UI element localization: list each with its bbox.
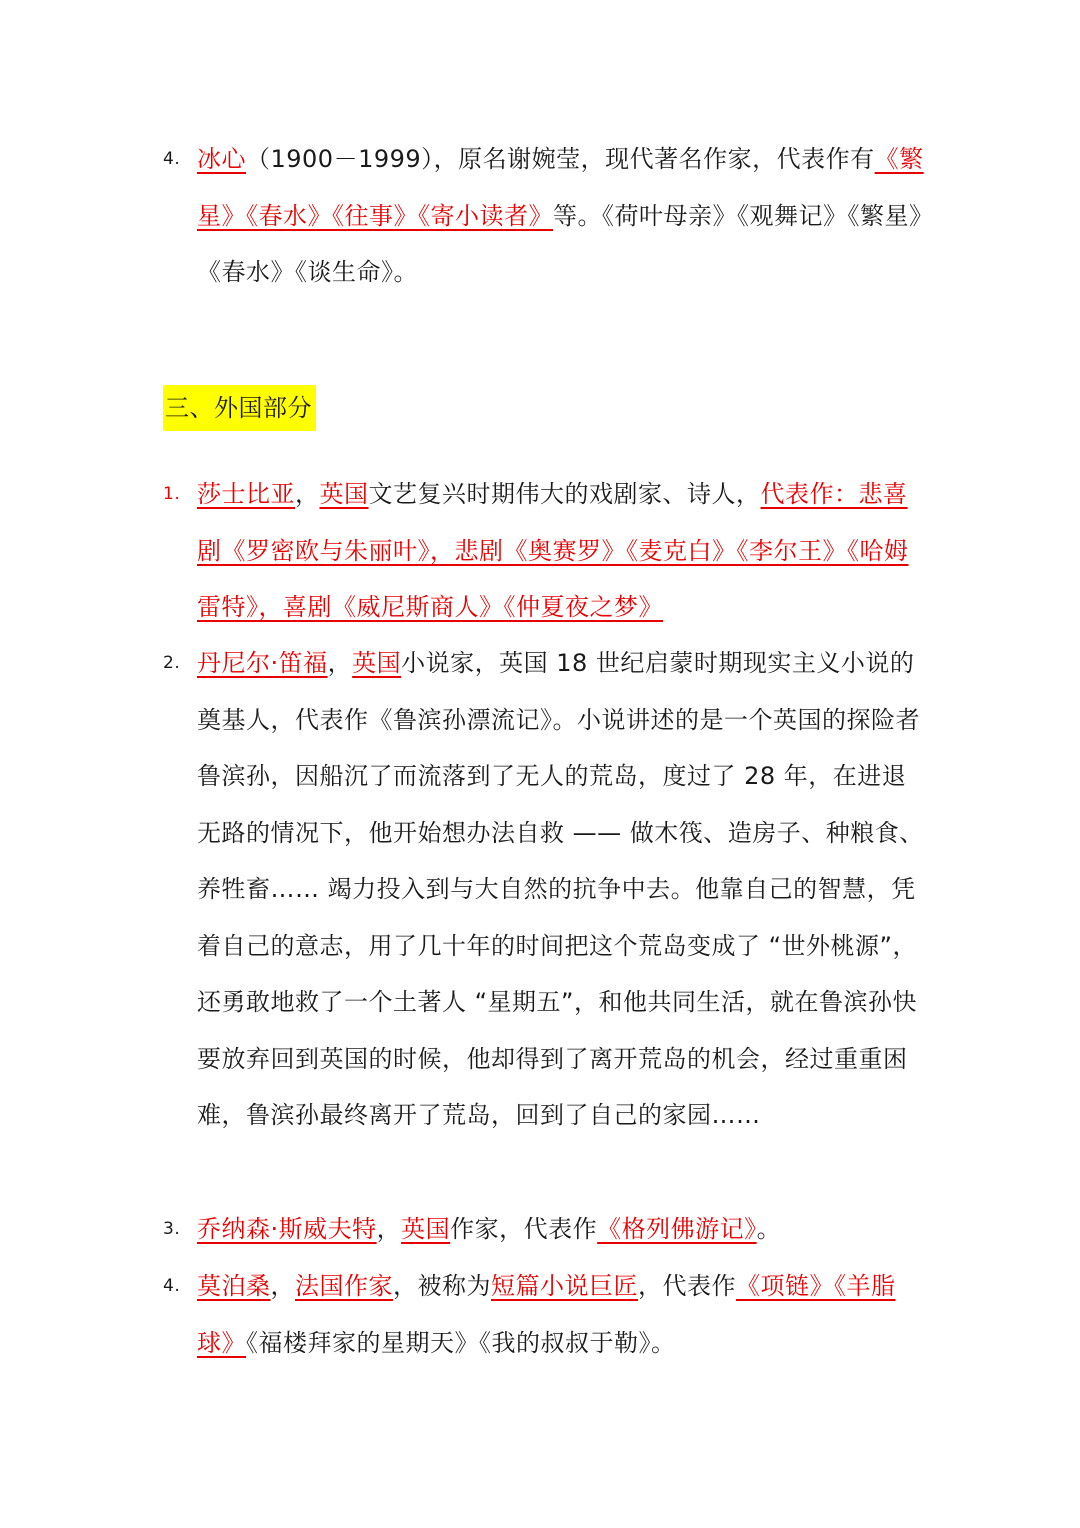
author-name: 丹尼尔·笛福: [197, 649, 328, 677]
foreign-item-3: [163, 1201, 927, 1258]
representative-works: 《繁星》《春水》《往事》《寄小读者》: [197, 145, 924, 230]
author-description: 文艺复兴时期伟大的戏剧家、诗人，: [368, 480, 761, 508]
works-intro: ，代表作: [638, 1272, 736, 1300]
list-number: 4.: [163, 149, 181, 169]
list-number: 1.: [163, 484, 181, 504]
foreign-item-2: [163, 635, 927, 1144]
author-name: 莎士比亚: [197, 480, 295, 508]
sentence-end: 。: [756, 1215, 782, 1243]
representative-works: 《格列佛游记》: [597, 1215, 757, 1243]
list-number: 2.: [163, 653, 181, 673]
separator: ，: [376, 1215, 402, 1243]
author-description: 小说家，英国 18 世纪启蒙时期现实主义小说的奠基人，代表作《鲁滨孙漂流记》。小说讲述的是一个英国的探险者鲁滨孙，因船沉了而流落到了无人的荒岛，度过了 28 年，在进退无路的情况下，他开始想办法自救 —— 做木筏、造房子、种粮食、养牲畜…… 竭力投入到与大自然的抗争中去。他靠自己的智慧，凭着自己的意志，用了几十年的时间把这个荒岛变成了 “世外桃源”，还勇敢地救了一个土著人 “星期五”，和他共同生活，就在鲁滨孙快要放弃回到英国的时候，他却得到了离开荒岛的机会，经过重重困难，鲁滨孙最终离开了荒岛，回到了自己的家园……: [197, 649, 924, 1129]
author-description: （1900－1999），原名谢婉莹，现代著名作家，代表作有: [246, 145, 875, 173]
author-title: 短篇小说巨匠: [491, 1272, 638, 1300]
author-description: ，被称为: [393, 1272, 491, 1300]
representative-works: 代表作：悲喜剧《罗密欧与朱丽叶》，悲剧《奥赛罗》《麦克白》《李尔王》《哈姆雷特》，喜剧《威尼斯商人》《仲夏夜之梦》: [197, 480, 909, 621]
list-number: 4.: [163, 1276, 181, 1296]
author-country: 英国: [401, 1215, 451, 1243]
list-number: 3.: [163, 1219, 181, 1239]
author-country: 英国: [352, 649, 402, 677]
author-name: 乔纳森·斯威夫特: [197, 1215, 377, 1243]
separator: ，: [270, 1272, 295, 1300]
author-name: 莫泊桑: [197, 1272, 271, 1300]
foreign-item-1: [163, 466, 927, 636]
modern-item-4: [163, 131, 927, 301]
other-works: 《福楼拜家的星期天》《我的叔叔于勒》。: [246, 1328, 676, 1357]
foreign-item-4: [163, 1258, 927, 1371]
author-country: 英国: [319, 480, 369, 508]
representative-works: 《项链》《羊脂球》: [197, 1272, 896, 1357]
author-name: 冰心: [197, 145, 246, 173]
separator: ，: [295, 480, 320, 508]
section-heading-foreign: 三、外国部分: [163, 385, 316, 431]
author-country: 法国作家: [295, 1272, 393, 1300]
author-description: 作家，代表作: [450, 1215, 598, 1243]
other-works: 等。《荷叶母亲》《观舞记》《繁星》《春水》《谈生命》。: [197, 201, 922, 286]
separator: ，: [327, 649, 353, 677]
